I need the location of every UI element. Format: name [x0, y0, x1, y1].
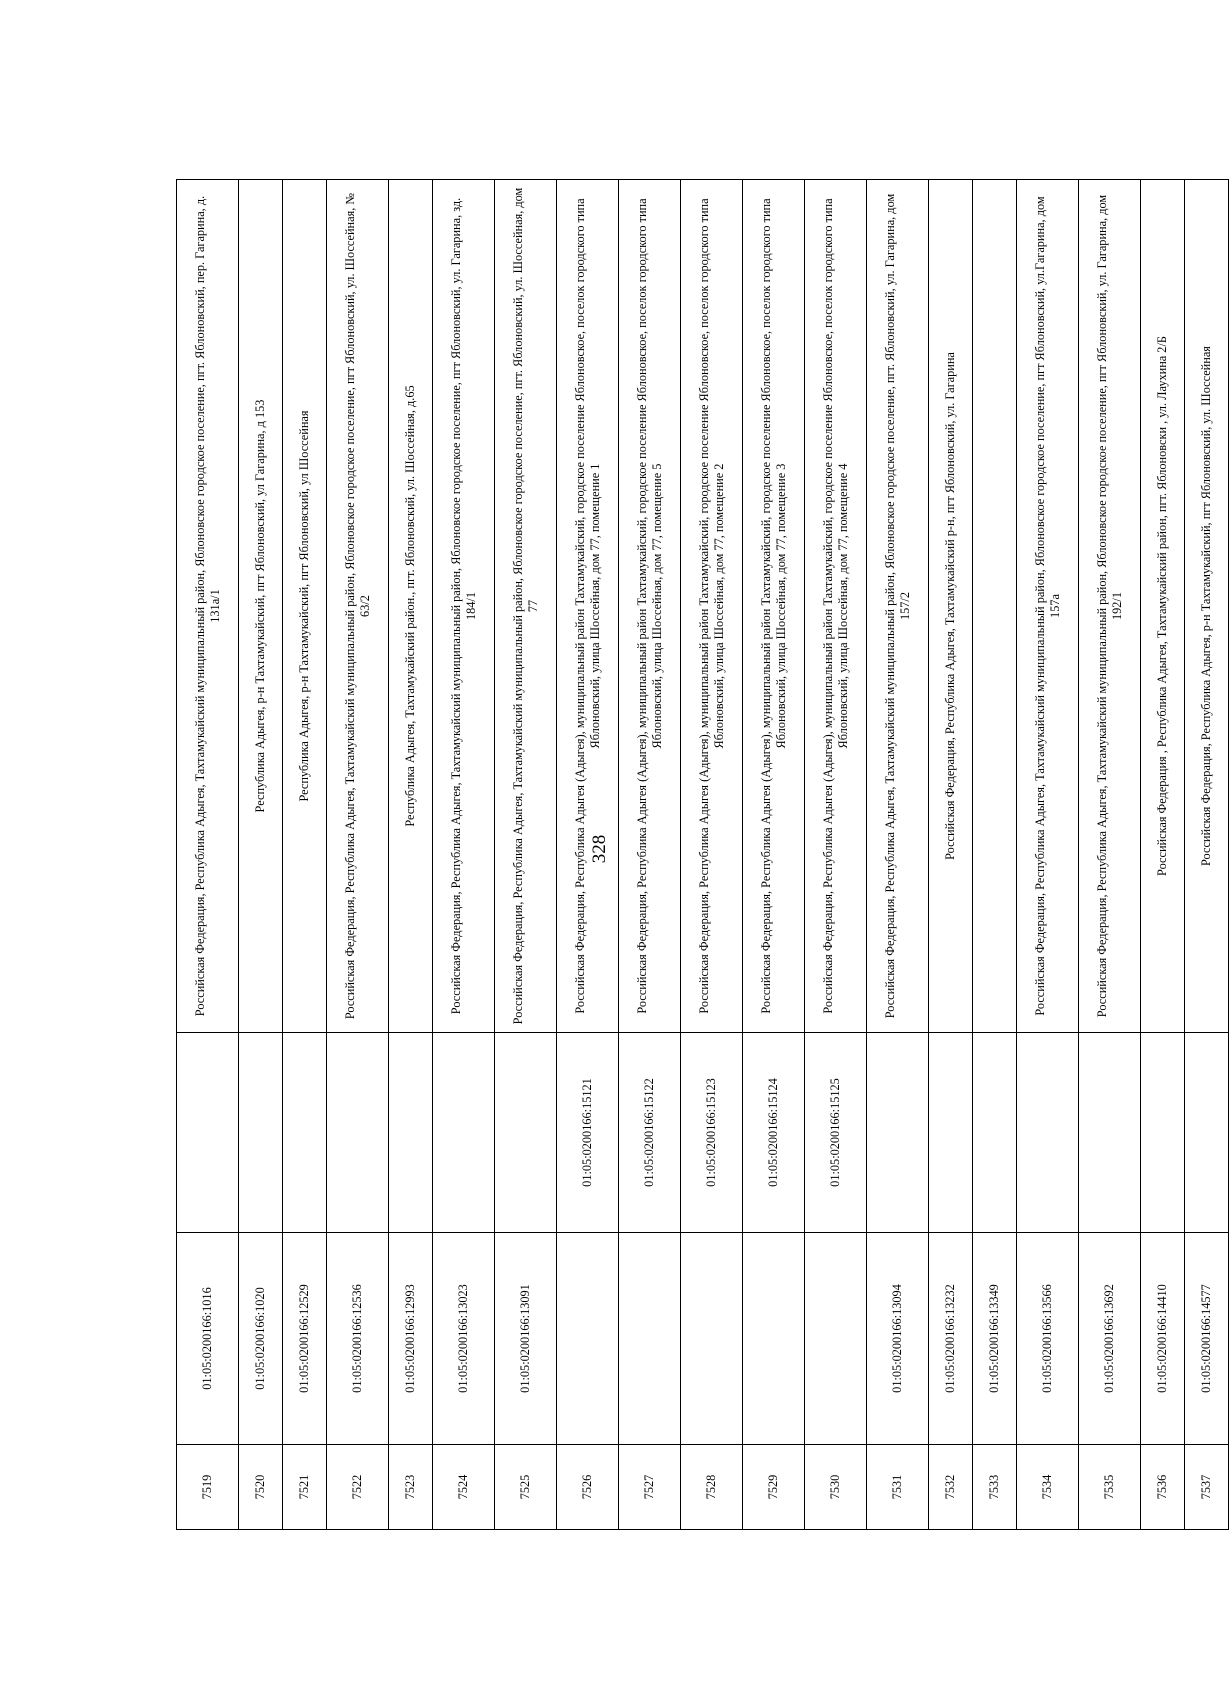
table-row — [433, 180, 495, 1530]
table-row — [973, 180, 1017, 1530]
address-cell: Российская Федерация, Республика Адыгея, Тахтамукайский муниципальный район, Яблоновское городское поселение, пгт. Яблоновский, ул. Шоссейная, дом 77 — [495, 180, 557, 1033]
cadastral-number-cell: 01:05:0200166:12536 — [327, 1233, 389, 1445]
address-cell: Российская Федерация, Республика Адыгея (Адыгея), муниципальный район Тахтамукайский, городское поселение Яблоновское, поселок городского типа Яблоновский, улица Шоссейная, дом 77, помещение 1 — [557, 180, 619, 1033]
cadastral-number-cell: 01:05:0200166:13091 — [495, 1233, 557, 1445]
row-number-cell: 7531 — [867, 1445, 929, 1530]
table-body — [177, 180, 1229, 1530]
address-cell: Российская Федерация, Республика Адыгея, Тахтамукайский муниципальный район, Яблоновское городское поселение, пгт Яблоновский, ул. Гагарина, зд. 184/1 — [433, 180, 495, 1033]
row-number-cell: 7533 — [973, 1445, 1017, 1530]
row-number-cell: 7521 — [283, 1445, 327, 1530]
parent-cadastral-number-cell: 01:05:0200166:15125 — [805, 1033, 867, 1233]
cadastral-number-cell: 01:05:0200166:1016 — [177, 1233, 239, 1445]
row-number-cell: 7520 — [239, 1445, 283, 1530]
table-row — [177, 180, 239, 1530]
address-cell: Российская Федерация, Республика Адыгея, Тахтамукайский муниципальный район, Яблоновское городское поселение, пгт. Яблоновский, ул. Гагарина, дом 157/2 — [867, 180, 929, 1033]
cadastral-number-cell: 01:05:0200166:12993 — [389, 1233, 433, 1445]
table-row — [681, 180, 743, 1530]
parent-cadastral-number-cell — [389, 1033, 433, 1233]
parent-cadastral-number-cell — [177, 1033, 239, 1233]
parent-cadastral-number-cell — [973, 1033, 1017, 1233]
table-row — [619, 180, 681, 1530]
parent-cadastral-number-cell — [1141, 1033, 1185, 1233]
address-cell: Российская Федерация, Республика Адыгея, р-н Тахтамукайский, пгт Яблоновский, ул. Шоссейная — [1185, 180, 1229, 1033]
address-cell: Российская Федерация, Республика Адыгея (Адыгея), муниципальный район Тахтамукайский, городское поселение Яблоновское, поселок городского типа Яблоновский, улица Шоссейная, дом 77, помещение 3 — [743, 180, 805, 1033]
parent-cadastral-number-cell — [283, 1033, 327, 1233]
table-row — [239, 180, 283, 1530]
address-cell: Российская Федерация , Республика Адыгея, Тахтамукайский район, пгт. Яблоновски , ул. Лаухина 2/Б — [1141, 180, 1185, 1033]
table-container — [176, 180, 1214, 1530]
parent-cadastral-number-cell — [929, 1033, 973, 1233]
cadastral-number-cell — [557, 1233, 619, 1445]
parent-cadastral-number-cell: 01:05:0200166:15122 — [619, 1033, 681, 1233]
parent-cadastral-number-cell — [1185, 1033, 1229, 1233]
address-cell: Российская Федерация, Республика Адыгея (Адыгея), муниципальный район Тахтамукайский, городское поселение Яблоновское, поселок городского типа Яблоновский, улица Шоссейная, дом 77, помещение 2 — [681, 180, 743, 1033]
row-number-cell: 7532 — [929, 1445, 973, 1530]
table-row — [557, 180, 619, 1530]
cadastral-number-cell: 01:05:0200166:14410 — [1141, 1233, 1185, 1445]
address-cell: Российская Федерация, Республика Адыгея (Адыгея), муниципальный район Тахтамукайский, городское поселение Яблоновское, поселок городского типа Яблоновский, улица Шоссейная, дом 77, помещение 4 — [805, 180, 867, 1033]
row-number-cell: 7534 — [1017, 1445, 1079, 1530]
parent-cadastral-number-cell — [239, 1033, 283, 1233]
parent-cadastral-number-cell — [1017, 1033, 1079, 1233]
address-cell: Российская Федерация, Республика Адыгея, Тахтамукайский муниципальный район, Яблоновское городское поселение, пгт Яблоновский, ул. Шоссейная, № 63/2 — [327, 180, 389, 1033]
table-row — [1079, 180, 1141, 1530]
cadastral-number-cell — [805, 1233, 867, 1445]
table-row — [1185, 180, 1229, 1530]
cadastral-number-cell: 01:05:0200166:12529 — [283, 1233, 327, 1445]
table-row — [1141, 180, 1185, 1530]
address-cell: Российская Федерация, Республика Адыгея, Тахтамукайский муниципальный район, Яблоновское городское поселение, пгт. Яблоновский, пер. Гагарина, д. 131а/1 — [177, 180, 239, 1033]
cadastral-number-cell: 01:05:0200166:13349 — [973, 1233, 1017, 1445]
parent-cadastral-number-cell — [495, 1033, 557, 1233]
address-cell: Российская Федерация, Республика Адыгея, Тахтамукайский муниципальный район, Яблоновское городское поселение, пгт Яблоновский, ул. Гагарина, дом 192/1 — [1079, 180, 1141, 1033]
row-number-cell: 7537 — [1185, 1445, 1229, 1530]
row-number-cell: 7530 — [805, 1445, 867, 1530]
parent-cadastral-number-cell — [327, 1033, 389, 1233]
parent-cadastral-number-cell: 01:05:0200166:15121 — [557, 1033, 619, 1233]
table-row — [1017, 180, 1079, 1530]
table-row — [805, 180, 867, 1530]
row-number-cell: 7535 — [1079, 1445, 1141, 1530]
address-cell — [973, 180, 1017, 1033]
row-number-cell: 7529 — [743, 1445, 805, 1530]
address-cell: Республика Адыгея, р-н Тахтамукайский, пгт Яблоновский, ул Гагарина, д 153 — [239, 180, 283, 1033]
table-row — [389, 180, 433, 1530]
row-number-cell: 7524 — [433, 1445, 495, 1530]
table-row — [495, 180, 557, 1530]
cadastral-number-cell: 01:05:0200166:13566 — [1017, 1233, 1079, 1445]
row-number-cell: 7519 — [177, 1445, 239, 1530]
row-number-cell: 7525 — [495, 1445, 557, 1530]
table-row — [327, 180, 389, 1530]
row-number-cell: 7523 — [389, 1445, 433, 1530]
cadastral-number-cell: 01:05:0200166:1020 — [239, 1233, 283, 1445]
table-row — [743, 180, 805, 1530]
address-cell: Российская Федерация, Республика Адыгея, Тахтамукайский муниципальный район, Яблоновское городское поселение, пгт Яблоновский, ул.Гагарина, дом 157а — [1017, 180, 1079, 1033]
cadastral-number-cell: 01:05:0200166:13232 — [929, 1233, 973, 1445]
parent-cadastral-number-cell — [867, 1033, 929, 1233]
parent-cadastral-number-cell: 01:05:0200166:15123 — [681, 1033, 743, 1233]
property-table — [176, 179, 1229, 1530]
cadastral-number-cell: 01:05:0200166:13023 — [433, 1233, 495, 1445]
address-cell: Российская Федерация, Республика Адыгея (Адыгея), муниципальный район Тахтамукайский, городское поселение Яблоновское, поселок городского типа Яблоновский, улица Шоссейная, дом 77, помещение 5 — [619, 180, 681, 1033]
table-row — [929, 180, 973, 1530]
cadastral-number-cell: 01:05:0200166:13692 — [1079, 1233, 1141, 1445]
cadastral-number-cell: 01:05:0200166:14577 — [1185, 1233, 1229, 1445]
address-cell: Республика Адыгея, Тахтамукайский район., пгт. Яблоновский, ул. Шоссейная, д.65 — [389, 180, 433, 1033]
row-number-cell: 7536 — [1141, 1445, 1185, 1530]
row-number-cell: 7522 — [327, 1445, 389, 1530]
address-cell: Российская Федерация, Республика Адыгея, Тахтамукайский р-н, пгт Яблоновский, ул. Гагарина — [929, 180, 973, 1033]
parent-cadastral-number-cell — [433, 1033, 495, 1233]
page-number: 328 — [589, 834, 610, 864]
cadastral-number-cell: 01:05:0200166:13094 — [867, 1233, 929, 1445]
cadastral-number-cell — [681, 1233, 743, 1445]
row-number-cell: 7528 — [681, 1445, 743, 1530]
address-cell: Республика Адыгея, р-н Тахтамукайский, пгт Яблоновский, ул Шоссейная — [283, 180, 327, 1033]
row-number-cell: 7526 — [557, 1445, 619, 1530]
cadastral-number-cell — [619, 1233, 681, 1445]
row-number-cell: 7527 — [619, 1445, 681, 1530]
parent-cadastral-number-cell: 01:05:0200166:15124 — [743, 1033, 805, 1233]
table-row — [867, 180, 929, 1530]
table-row — [283, 180, 327, 1530]
cadastral-number-cell — [743, 1233, 805, 1445]
parent-cadastral-number-cell — [1079, 1033, 1141, 1233]
